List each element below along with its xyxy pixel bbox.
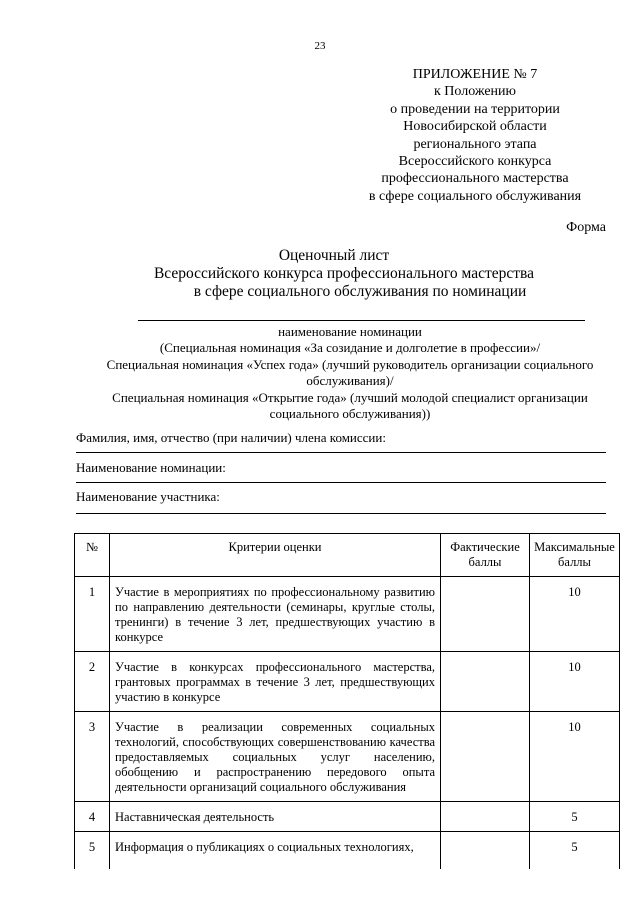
table-row bbox=[75, 712, 620, 802]
appendix-line: о проведении на территории bbox=[390, 101, 560, 117]
row-max-score: 10 bbox=[530, 652, 620, 712]
appendix-line: к Положению bbox=[433, 84, 516, 100]
row-actual-score[interactable] bbox=[441, 802, 530, 832]
table-row bbox=[75, 802, 620, 832]
nomination-caption: наименование номинации bbox=[278, 324, 422, 339]
commission-member-label: Фамилия, имя, отчество (при наличии) члена комиссии: bbox=[76, 430, 386, 445]
appendix-header bbox=[340, 66, 610, 205]
appendix-line: регионального этапа bbox=[413, 136, 537, 152]
row-num: 1 bbox=[75, 577, 110, 652]
table-row bbox=[75, 652, 620, 712]
appendix-line: Всероссийского конкурса bbox=[398, 154, 552, 170]
row-num: 5 bbox=[75, 832, 110, 870]
header-criteria: Критерии оценки bbox=[110, 534, 441, 577]
participant-field bbox=[76, 489, 606, 514]
row-actual-score[interactable] bbox=[441, 652, 530, 712]
row-num: 2 bbox=[75, 652, 110, 712]
header-actual-score: Фактические баллы bbox=[441, 534, 530, 577]
row-actual-score[interactable] bbox=[441, 577, 530, 652]
header-max-score: Максимальные баллы bbox=[530, 534, 620, 577]
nomination-label: Наименование номинации: bbox=[76, 460, 226, 475]
nomination-options bbox=[70, 324, 630, 422]
row-criteria: Участие в конкурсах профессионального мастерства, грантовых программах в течение 3 лет, предшествующих участию в конкурсе bbox=[110, 652, 441, 712]
row-criteria: Информация о публикациях о социальных технологиях, bbox=[110, 832, 441, 870]
title-line: в сфере социального обслуживания по номинации bbox=[193, 283, 527, 300]
nomination-option-line: Специальная номинация «Открытие года» (лучший молодой специалист организации bbox=[112, 389, 588, 405]
row-max-score: 5 bbox=[530, 802, 620, 832]
row-max-score: 10 bbox=[530, 712, 620, 802]
commission-member-field bbox=[76, 430, 606, 453]
table-row bbox=[75, 577, 620, 652]
form-label: Форма bbox=[566, 220, 606, 235]
row-actual-score[interactable] bbox=[441, 712, 530, 802]
participant-label: Наименование участника: bbox=[76, 489, 220, 504]
appendix-line: в сфере социального обслуживания bbox=[368, 188, 582, 204]
row-criteria: Участие в реализации современных социальных технологий, способствующих совершенствованию качества предоставляемых социальных услуг населению, обобщению и распространению передового опыта деятельности организаций социального обслуживания bbox=[110, 712, 441, 802]
nomination-option-line: обслуживания)/ bbox=[306, 373, 394, 389]
table-row bbox=[75, 832, 620, 870]
nomination-option-line: (Специальная номинация «За созидание и долголетие в профессии»/ bbox=[159, 340, 541, 356]
row-criteria: Наставническая деятельность bbox=[110, 802, 441, 832]
commission-member-blank-line bbox=[76, 452, 606, 453]
document-title bbox=[0, 247, 640, 301]
row-actual-score[interactable] bbox=[441, 832, 530, 870]
nomination-blank-line bbox=[76, 482, 606, 483]
header-num: № bbox=[75, 534, 110, 577]
appendix-line: Новосибирской области bbox=[403, 119, 547, 135]
row-num: 4 bbox=[75, 802, 110, 832]
row-num: 3 bbox=[75, 712, 110, 802]
participant-blank-line bbox=[76, 513, 606, 514]
criteria-table bbox=[74, 533, 620, 869]
nomination-field bbox=[76, 460, 606, 483]
appendix-line: профессионального мастерства bbox=[381, 171, 569, 187]
nomination-option-line: социального обслуживания)) bbox=[269, 406, 431, 422]
nomination-blank-line bbox=[138, 320, 585, 321]
title-line: Всероссийского конкурса профессионального мастерства bbox=[153, 265, 535, 282]
row-max-score: 5 bbox=[530, 832, 620, 870]
row-max-score: 10 bbox=[530, 577, 620, 652]
table-header-row bbox=[75, 534, 620, 577]
appendix-line: ПРИЛОЖЕНИЕ № 7 bbox=[412, 67, 538, 82]
page-number: 23 bbox=[314, 40, 326, 52]
row-criteria: Участие в мероприятиях по профессиональному развитию по направлению деятельности (семинары, круглые столы, тренинги) в течение 3 лет, предшествующих участию в конкурсе bbox=[110, 577, 441, 652]
title-line: Оценочный лист bbox=[278, 247, 390, 264]
nomination-option-line: Специальная номинация «Успех года» (лучший руководитель организации социального bbox=[106, 356, 594, 372]
